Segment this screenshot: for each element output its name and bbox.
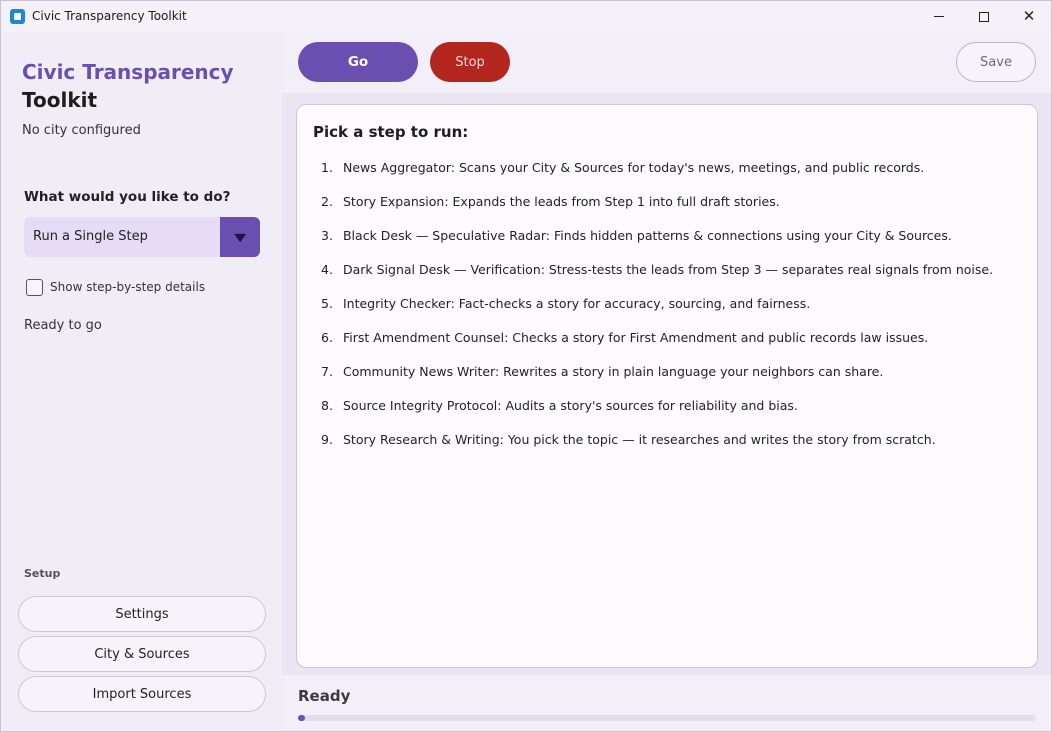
- step-item: [321, 398, 1021, 432]
- stop-button[interactable]: Stop: [430, 42, 510, 82]
- step-item: [321, 194, 1021, 228]
- details-checkbox[interactable]: [26, 279, 43, 296]
- step-item: [321, 432, 1021, 466]
- step-item: [321, 296, 1021, 330]
- status-footer: [282, 675, 1052, 732]
- step-number: 1.: [321, 160, 333, 175]
- step-item: [321, 228, 1021, 262]
- title-bar[interactable]: [1, 1, 1051, 32]
- step-number: 5.: [321, 296, 333, 311]
- maximize-button[interactable]: [961, 1, 1007, 32]
- app-brand-subtitle: Toolkit: [22, 88, 98, 112]
- footer-status: Ready: [298, 687, 351, 705]
- dropdown-toggle[interactable]: [220, 217, 260, 257]
- content-area: [282, 93, 1052, 675]
- app-brand-title: Civic Transparency: [22, 60, 234, 84]
- step-number: 7.: [321, 364, 333, 379]
- progress-bar: [298, 715, 1036, 721]
- close-icon: ✕: [1022, 7, 1036, 25]
- step-text: First Amendment Counsel: Checks a story for First Amendment and public records law issues.: [342, 330, 929, 345]
- step-text: Story Research & Writing: You pick the topic — it researches and writes the story from scratch.: [342, 432, 936, 447]
- panel-title: Pick a step to run:: [313, 123, 469, 141]
- step-text: News Aggregator: Scans your City & Sources for today's news, meetings, and public records.: [342, 160, 925, 175]
- sidebar: [1, 32, 282, 732]
- maximize-icon: [979, 12, 989, 22]
- city-status: No city configured: [22, 123, 141, 138]
- step-number: 9.: [321, 432, 333, 447]
- chevron-down-icon: ▼: [234, 230, 246, 244]
- minimize-button[interactable]: [916, 1, 962, 32]
- mode-prompt: What would you like to do?: [24, 189, 231, 205]
- step-text: Source Integrity Protocol: Audits a story's sources for reliability and bias.: [342, 398, 798, 413]
- step-text: Dark Signal Desk — Verification: Stress-tests the leads from Step 3 — separates real signals from noise.: [342, 262, 994, 277]
- steps-list: [321, 160, 1021, 466]
- step-item: [321, 330, 1021, 364]
- window-title: Civic Transparency Toolkit: [32, 9, 187, 23]
- step-item: [321, 364, 1021, 398]
- close-button[interactable]: [1006, 1, 1052, 32]
- run-status: Ready to go: [24, 318, 102, 333]
- step-number: 2.: [321, 194, 333, 209]
- settings-button[interactable]: Settings: [18, 596, 266, 632]
- mode-dropdown-value: Run a Single Step: [33, 229, 148, 244]
- step-number: 8.: [321, 398, 333, 413]
- step-text: Community News Writer: Rewrites a story in plain language your neighbors can share.: [342, 364, 884, 379]
- toolbar: [282, 32, 1052, 93]
- app-icon: [10, 9, 25, 24]
- step-item: [321, 160, 1021, 194]
- details-checkbox-label[interactable]: Show step-by-step details: [50, 280, 206, 294]
- save-button[interactable]: Save: [956, 42, 1036, 82]
- step-text: Black Desk — Speculative Radar: Finds hidden patterns & connections using your City & Sources.: [342, 228, 952, 243]
- step-item: [321, 262, 1021, 296]
- minimize-icon: [934, 16, 944, 17]
- go-button[interactable]: Go: [298, 42, 418, 82]
- details-checkbox-row[interactable]: [26, 278, 205, 296]
- setup-section-label: Setup: [24, 567, 61, 580]
- step-text: Integrity Checker: Fact-checks a story for accuracy, sourcing, and fairness.: [342, 296, 811, 311]
- city-sources-button[interactable]: City & Sources: [18, 636, 266, 672]
- progress-fill: [298, 715, 305, 721]
- step-text: Story Expansion: Expands the leads from Step 1 into full draft stories.: [342, 194, 780, 209]
- step-number: 4.: [321, 262, 333, 277]
- step-number: 6.: [321, 330, 333, 345]
- steps-panel[interactable]: [296, 104, 1038, 668]
- import-sources-button[interactable]: Import Sources: [18, 676, 266, 712]
- mode-dropdown[interactable]: [24, 217, 260, 257]
- step-number: 3.: [321, 228, 333, 243]
